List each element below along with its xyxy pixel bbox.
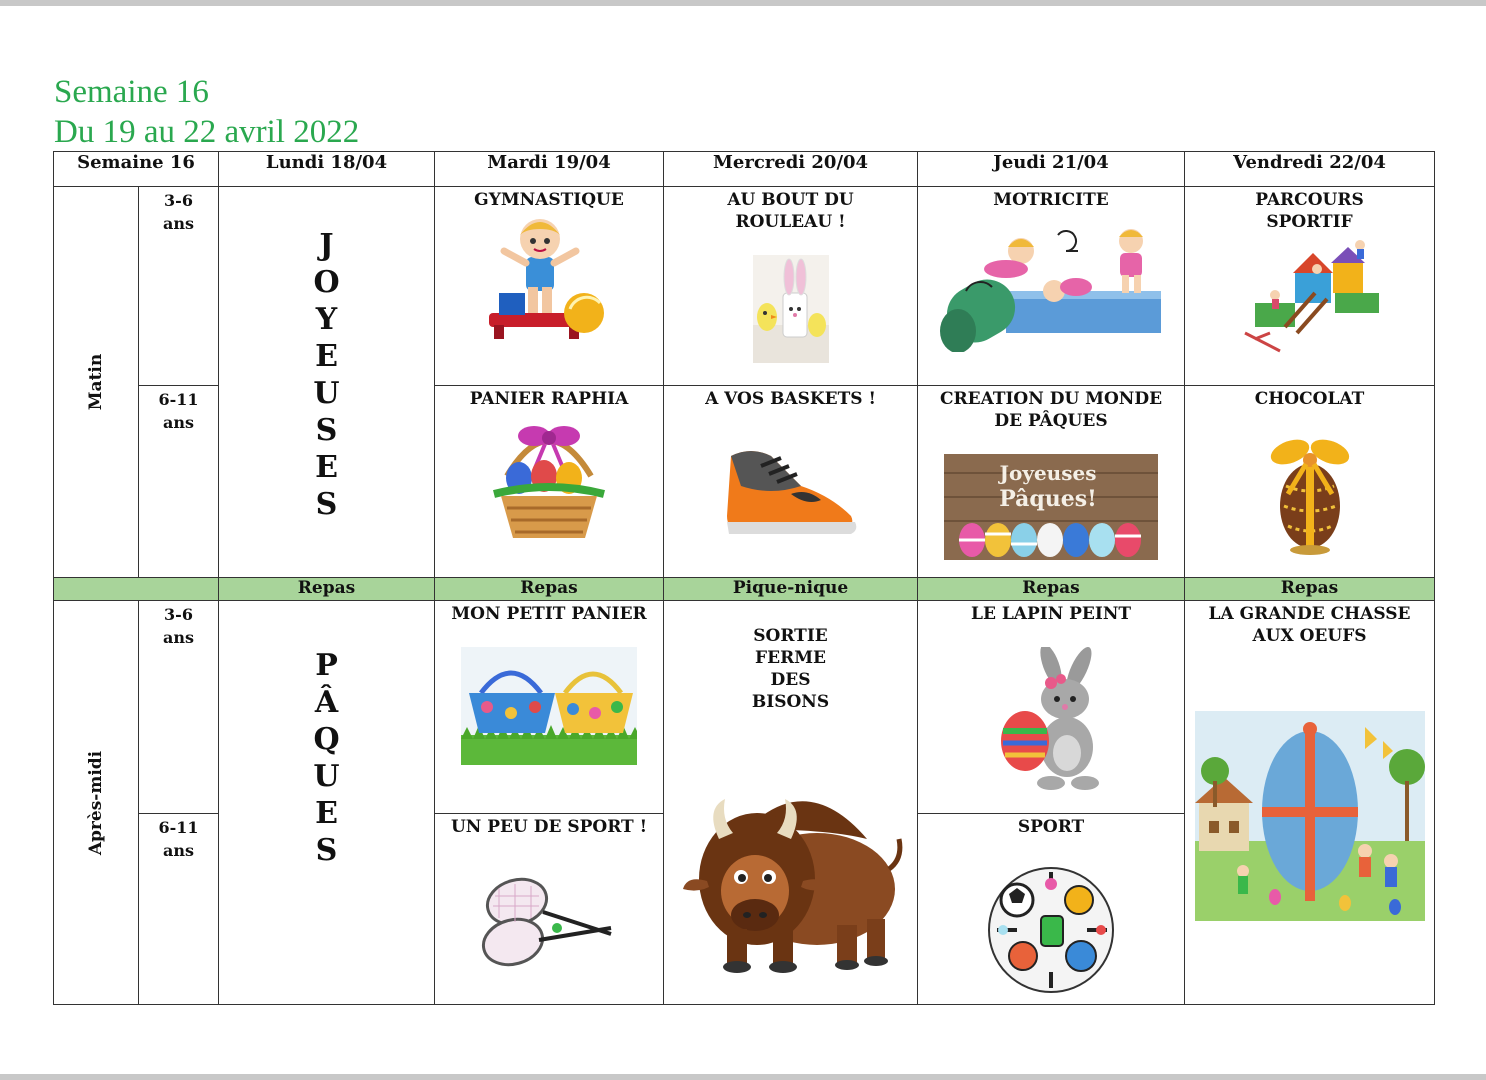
period-morning	[54, 187, 139, 578]
age-unit: ans	[163, 841, 195, 860]
activity-title: CHOCOLAT	[1254, 389, 1365, 409]
header-row	[54, 152, 1435, 187]
sneaker-image	[721, 426, 861, 538]
page-title: Semaine 16	[54, 74, 209, 110]
row-morning-small	[54, 187, 1435, 386]
meal-mardi: Repas	[435, 578, 664, 601]
lundi-afternoon	[219, 601, 435, 1005]
egg-hunt-image	[1195, 711, 1425, 921]
mardi-afternoon-big	[435, 814, 664, 1005]
activity-title: SPORTIF	[1266, 212, 1353, 232]
paques-vertical	[219, 647, 434, 869]
letter: U	[313, 759, 340, 794]
vendredi-afternoon	[1185, 601, 1435, 1005]
header-week: Semaine 16	[54, 152, 219, 187]
image-text-joyeuses: Joyeuses	[999, 461, 1097, 485]
joyeuses-vertical	[219, 227, 434, 523]
header-mercredi: Mercredi 20/04	[664, 152, 918, 187]
period-afternoon	[54, 601, 139, 1005]
mercredi-morning-big	[664, 386, 918, 578]
meals-row	[54, 578, 1435, 601]
activity-title: CREATION DU MONDE	[939, 389, 1163, 409]
vendredi-morning-big	[1185, 386, 1435, 578]
letter: O	[313, 265, 340, 300]
period-morning-label: Matin	[86, 353, 106, 411]
obstacle-course-image	[1235, 233, 1385, 363]
mardi-morning-big	[435, 386, 664, 578]
motor-skills-image	[936, 227, 1166, 352]
meal-vendredi: Repas	[1185, 578, 1435, 601]
letter: P	[315, 648, 338, 683]
bunny-chick-roll-image	[753, 255, 829, 363]
jeudi-afternoon-small	[918, 601, 1185, 814]
age-unit: ans	[163, 214, 195, 233]
meal-jeudi: Repas	[918, 578, 1185, 601]
activity-title: DES	[770, 670, 811, 690]
letter: S	[315, 833, 338, 868]
period-afternoon-label: Après-midi	[86, 750, 106, 855]
activity-title: LA GRANDE CHASSE	[1208, 604, 1411, 624]
activity-title: MON PETIT PANIER	[451, 604, 647, 624]
jeudi-morning-big	[918, 386, 1185, 578]
age-unit: ans	[163, 413, 195, 432]
meals-empty	[54, 578, 219, 601]
bottom-border	[0, 1074, 1486, 1080]
bison-outing-title	[664, 603, 917, 713]
header-vendredi: Vendredi 22/04	[1185, 152, 1435, 187]
activity-title: A VOS BASKETS !	[705, 389, 876, 409]
letter: U	[313, 376, 340, 411]
jeudi-morning-small	[918, 187, 1185, 386]
activity-title: FERME	[755, 648, 826, 668]
activity-title: SPORT	[1017, 817, 1085, 837]
header-mardi: Mardi 19/04	[435, 152, 664, 187]
age-big-morning	[139, 386, 219, 578]
activity-title: LE LAPIN PEINT	[970, 604, 1132, 624]
row-afternoon-small	[54, 601, 1435, 814]
activity-title: BISONS	[751, 692, 830, 712]
top-border	[0, 0, 1486, 6]
letter: Y	[315, 302, 338, 337]
letter: S	[315, 413, 338, 448]
header-lundi: Lundi 18/04	[219, 152, 435, 187]
raffia-basket-image	[489, 416, 609, 546]
header-jeudi: Jeudi 21/04	[918, 152, 1185, 187]
mercredi-morning-small	[664, 187, 918, 386]
age-small-afternoon	[139, 601, 219, 814]
activity-title: SORTIE	[753, 626, 828, 646]
letter: J	[319, 228, 334, 263]
activity-title: DE PÂQUES	[994, 411, 1108, 431]
activity-title: PARCOURS	[1255, 190, 1364, 210]
activity-title: PANIER RAPHIA	[469, 389, 629, 409]
activity-title: UN PEU DE SPORT !	[450, 817, 648, 837]
schedule-table	[53, 151, 1435, 1005]
chocolate-egg-image	[1262, 430, 1358, 560]
age-small-morning	[139, 187, 219, 386]
painted-bunny-image	[995, 647, 1107, 797]
age-range: 6-11	[158, 818, 199, 837]
mercredi-afternoon	[664, 601, 918, 1005]
bison-image	[677, 779, 905, 979]
meal-lundi: Repas	[219, 578, 435, 601]
letter: S	[315, 487, 338, 522]
lundi-morning	[219, 187, 435, 578]
activity-title: GYMNASTIQUE	[474, 190, 624, 210]
gymnast-boy-image	[484, 213, 614, 343]
letter: E	[315, 450, 338, 485]
age-range: 3-6	[164, 605, 193, 624]
activity-title: AUX OEUFS	[1252, 626, 1367, 646]
letter: E	[315, 796, 338, 831]
image-text-paques: Pâques!	[999, 486, 1097, 512]
letter: E	[315, 339, 338, 374]
badminton-rackets-image	[479, 876, 619, 976]
letter: Q	[313, 722, 340, 757]
activity-title: MOTRICITE	[993, 190, 1109, 210]
age-unit: ans	[163, 628, 195, 647]
activity-title: AU BOUT DU	[727, 190, 854, 210]
easter-eggs-wood-image	[944, 454, 1158, 560]
mardi-morning-small	[435, 187, 664, 386]
meal-mercredi: Pique-nique	[664, 578, 918, 601]
little-baskets-image	[461, 647, 637, 765]
sport-doodle-image	[983, 860, 1119, 1000]
letter: Â	[314, 685, 339, 720]
age-range: 6-11	[158, 390, 199, 409]
age-range: 3-6	[164, 191, 193, 210]
age-big-afternoon	[139, 814, 219, 1005]
activity-title: ROULEAU !	[735, 212, 846, 232]
jeudi-afternoon-big	[918, 814, 1185, 1005]
page-subtitle: Du 19 au 22 avril 2022	[54, 114, 360, 150]
vendredi-morning-small	[1185, 187, 1435, 386]
mardi-afternoon-small	[435, 601, 664, 814]
